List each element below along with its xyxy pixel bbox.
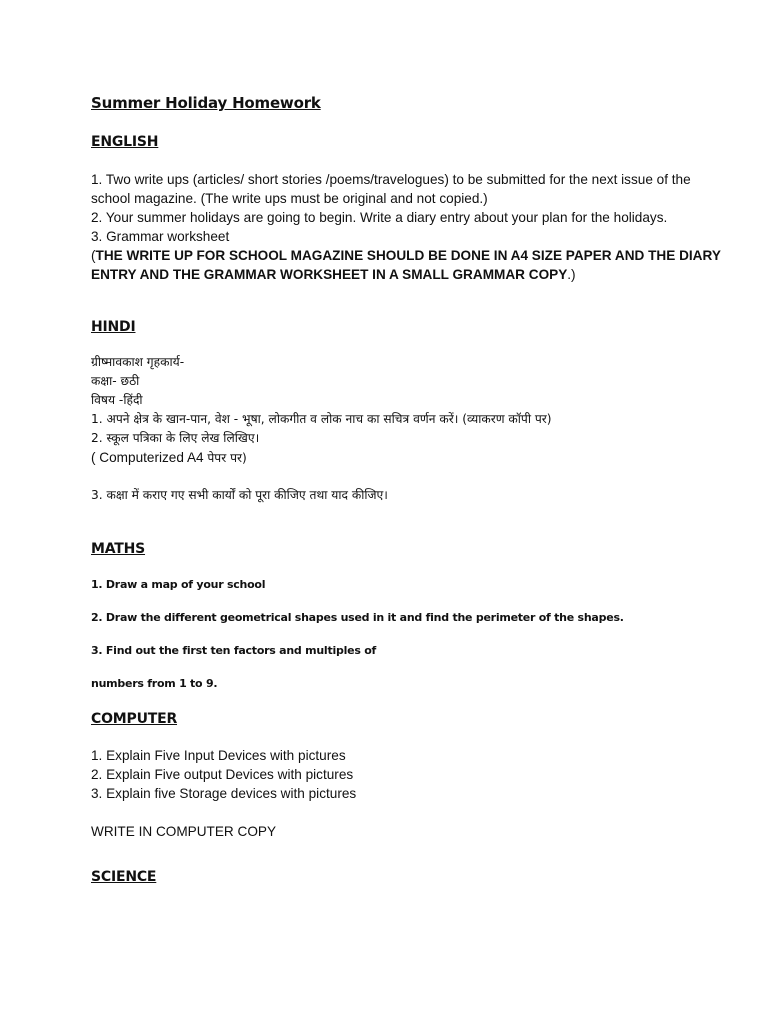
english-note-open: ( (91, 248, 96, 263)
hindi-item-1: 1. अपने क्षेत्र के खान-पान, वेश - भूषा, लोकगीत व लोक नाच का सचित्र वर्णन करें। (व्याकरण कॉपी पर) (91, 412, 552, 426)
hindi-paper-prefix: ( Computerized A4 (91, 450, 208, 465)
maths-heading: MATHS (91, 541, 146, 557)
english-item-3: 3. Grammar worksheet (91, 229, 230, 244)
english-item-1: 1. Two write ups (articles/ short stories /poems/travelogues) to be submitted for the next issue of the school magazine. (The write ups must be original and not copied.) (91, 172, 691, 206)
english-note-close: .) (567, 267, 576, 282)
hindi-section (91, 353, 731, 468)
hindi-line-3: विषय -हिंदी (91, 393, 143, 407)
hindi-item-3-block (91, 486, 731, 505)
computer-item-3: 3. Explain five Storage devices with pictures (91, 786, 357, 801)
english-heading: ENGLISH (91, 134, 159, 150)
english-note (91, 246, 721, 284)
hindi-line-1: ग्रीष्मावकाश गृहकार्य- (91, 355, 185, 369)
document-title: Summer Holiday Homework (91, 94, 321, 112)
computer-item-1: 1. Explain Five Input Devices with pictures (91, 748, 346, 763)
hindi-paper-note (91, 448, 731, 468)
maths-item-3-continued: numbers from 1 to 9. (91, 677, 218, 690)
computer-note: WRITE IN COMPUTER COPY (91, 824, 277, 839)
english-item-2: 2. Your summer holidays are going to begin. Write a diary entry about your plan for the holidays. (91, 210, 668, 225)
science-heading: SCIENCE (91, 869, 157, 885)
maths-item-1: 1. Draw a map of your school (91, 578, 266, 591)
english-section (91, 170, 721, 284)
computer-item-2: 2. Explain Five output Devices with pictures (91, 767, 354, 782)
hindi-item-2: 2. स्कूल पत्रिका के लिए लेख लिखिए। (91, 431, 260, 445)
english-note-bold: THE WRITE UP FOR SCHOOL MAGAZINE SHOULD BE DONE IN A4 SIZE PAPER AND THE DIARY ENTRY AND THE GRAMMAR WORKSHEET IN A SMALL GRAMMAR COPY (91, 248, 721, 282)
hindi-line-2: कक्षा- छठी (91, 374, 140, 388)
computer-section (91, 746, 721, 803)
maths-item-2: 2. Draw the different geometrical shapes used in it and find the perimeter of the shapes. (91, 611, 624, 624)
hindi-item-3: 3. कक्षा में कराए गए सभी कार्यों को पूरा कीजिए तथा याद कीजिए। (91, 488, 388, 502)
computer-heading: COMPUTER (91, 711, 178, 727)
hindi-heading: HINDI (91, 319, 136, 335)
hindi-paper-suffix: पेपर पर) (207, 451, 247, 465)
maths-item-3: 3. Find out the first ten factors and multiples of (91, 644, 377, 657)
